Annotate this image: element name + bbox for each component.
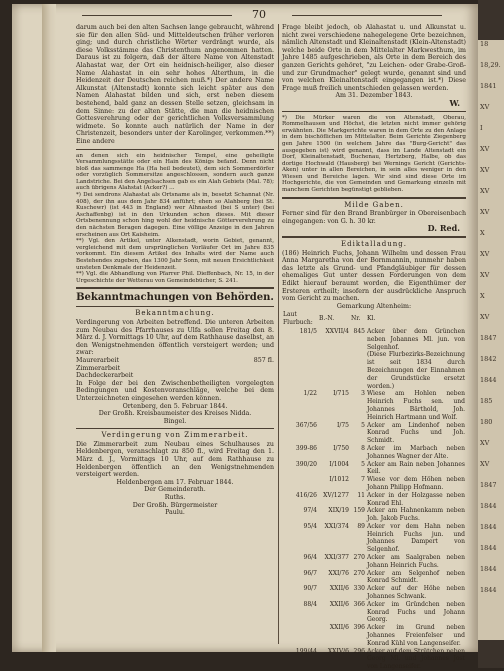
ledger-cell-a: 399-86 — [295, 444, 317, 452]
adjacent-page-fragment: 1844 — [480, 376, 497, 384]
ledger-cell-text: Wiese am Hohlen neben Heinrich Fuchs sen. und Johannes Bärthold, Joh. Heinrich Hartmann und Wolf. — [367, 390, 465, 421]
article-body-right: Frage bleibt jedoch, ob Alahastat u. und Alkunstat u. nicht zwei verschiedene nahegelegene Orte bezeichnen, nämlich Altenstadt und Kleinaltenstadt (Klein-Altenstadt) welche beide Orte in dem Mittelalter Markwesthum, im Jahre 1485 aufgeschrieben, als Orte in dem Bereich des ganzen Gerichts gehöret, "zu Leichen- oder Grabe-Groß- und zur Grundmacher" gelegt wurde, genannt sind und von welchen Kleinaltenstadt eingegangen ist.*) Diese Frage muß freilich unentschieden gelassen werden. — [282, 24, 466, 92]
ledger-cell-c: XXI/377 — [324, 554, 349, 562]
ledger-cell-text: Wiese vor dem Höhen neben Johann Philipp Hofmann. — [367, 476, 465, 491]
adjacent-page-fragment: 1844 — [480, 565, 497, 573]
adjacent-page-fragment: X — [480, 292, 485, 300]
ledger-cell-c: I/1004 — [329, 460, 349, 468]
ledger-cell-c: XXI/374 — [324, 522, 349, 530]
adjacent-page-fragment: XV — [480, 187, 490, 195]
ledger-cell-text: Acker im Gründchen neben Konrad Fuchs und Johann Georg. — [367, 600, 465, 624]
footnote-a: an denen sich ein heidnischer Tempel, eine geheiligte Versammlungsstätte oder ein Hain des Königs befand. Denn nicht bloß das sammenge Ha (Ha heil bedeutet), dem sich Sommerdörfer oder vorzüglich Sommersitze angeschlossen, sondern auch ganze Landstriche. Bei den Angelsachsen gab es ein Alah Gebiets (Mal. 78); auch übrigens Alahstat (Acker?) ... — [76, 152, 274, 192]
donations-signature: D. Red. — [427, 223, 460, 234]
donations-text: Ferner sind für den Brand Branbürger in Obereisenbach eingegangen: von G. h. 30 kr. — [282, 210, 466, 225]
ledger-cell-c: XXII/6 — [329, 600, 349, 608]
announcement-1-items — [76, 357, 274, 380]
ledger-cell-a: 96/4 — [303, 554, 317, 562]
ledger-header-2: B.-N. — [319, 315, 335, 323]
announcement-2-office-b: Der Großh. Bürgermeister — [132, 501, 218, 509]
adjacent-page-fragment: 1842 — [480, 355, 497, 363]
ledger-cell-c: XXII/6 — [329, 624, 349, 632]
adjacent-page-strip — [478, 40, 504, 640]
ledger-cell-c: XV/1277 — [323, 491, 349, 499]
ledger-cell-text: Acker auf der Höhe neben Johannes Schwank. — [367, 585, 465, 601]
ledger-cell-a: 390/20 — [295, 460, 317, 468]
right-column — [282, 24, 466, 671]
page-spine — [42, 4, 56, 652]
announcement-item — [76, 357, 274, 365]
ledger-cell-d: 7 — [361, 476, 365, 484]
donations-title: Milde Gaben. — [344, 200, 404, 209]
ledger-cell-a — [282, 476, 318, 492]
footnote-d: **) Vgl. die Abhandlung von Pfarrer Phil. Dieffenbach, Nr. 15, in der Urgeschichte der Wetterau von Gemeindebücher, S. 241. — [76, 271, 274, 284]
ledger-row — [282, 648, 466, 671]
announcement-item-label: Maurerarbeit — [76, 356, 120, 364]
announcement-1-text: Verdingerung von Arbeiten betreffend. Die unteren Arbeiten zum Neubau des Pfarrhauses zu Ulfa sollen Freitag den 8. März d. J. Vormittags 10 Uhr, auf dem Rathhause daselbst, an den Wenigstnehmenden öffentlich versteigert werden; und zwar: — [76, 318, 274, 357]
ledger-row — [282, 445, 466, 461]
ledger-cell-a: 90/7 — [303, 585, 317, 593]
article-signature: W. — [449, 97, 460, 108]
footnote-b: *) Dei sendrons Alahastat als Ortsname als in, besetzt Schannat (Nr. 408), der ihn aus dem Jahr 834 anführt; ehen so Alahberg (bei St. Kuschewr) (ist 443 in England) wer Alhnasted (bei S unter) (bei Aschaffenbg) ist in den Urkunden schon dieses. Mit dieser Ortsbenennung schon hing wohl der heidnische Götterverehrung zu den nächsten Beragen dagegen. Eine völlige Anzeige in den Jahren erscheinen aus Ort Kaisheim. — [76, 192, 274, 238]
adjacent-page-fragment: XV — [480, 103, 490, 111]
ledger-header-1: Laut Flurbuch: — [283, 311, 313, 327]
ledger-row — [282, 492, 466, 508]
adjacent-page-fragment: 1844 — [480, 502, 497, 510]
ledger-cell-text: Acker am Selgenhof neben Konrad Schmidt. — [367, 569, 465, 585]
adjacent-page-fragment: XV — [480, 460, 490, 468]
announcement-1-signatory: Bingel. — [163, 417, 187, 425]
adjacent-page-fragment: 1847 — [480, 481, 497, 489]
announcement-1-place-date: Ortenberg, den 5. Februar 1844. — [122, 402, 228, 410]
section-rule-right — [282, 197, 466, 199]
adjacent-page-fragment: 1844 — [480, 544, 497, 552]
announcements-rule — [76, 306, 274, 307]
footnote-rule-right — [282, 111, 466, 112]
announcement-2-signatory: Ruths. — [164, 494, 186, 502]
ledger-row — [282, 507, 466, 523]
newspaper-page — [12, 4, 478, 671]
ledger-cell-a — [282, 351, 318, 390]
ledger-row — [282, 523, 466, 554]
ledger-row — [282, 624, 466, 647]
adjacent-page-fragment: 180 — [480, 418, 493, 426]
ledger-cell-c: XXVII/4 — [325, 327, 349, 335]
ledger-cell-text: Acker am Lindenhof neben Konrad Fuchs und Joh. Schmidt. — [367, 421, 465, 445]
announcement-item-amount: 857 fl. — [253, 356, 274, 364]
announcement-1-text-2: In Folge der bei den Zwischenbetheiligten vorgelegten Bedingungen und Kostenvoranschläge, welche bei dem Unterzeichneten eingesehen werden können. — [76, 379, 274, 402]
ledger-header-3: Nr. — [351, 315, 361, 323]
ledger-cell-text: Acker am Hahnenkamm neben Joh. Jakob Fuchs. — [367, 507, 465, 523]
ledger-cell-c: XIX/19 — [328, 507, 349, 515]
ledger-cell-d: 5 — [361, 421, 365, 429]
edict-ledger — [282, 310, 466, 671]
adjacent-page-fragment: 1844 — [480, 523, 497, 531]
ledger-row — [282, 585, 466, 601]
article-date: Am 31. Dezember 1843. — [335, 92, 413, 100]
ledger-cell-a: 97/4 — [303, 507, 317, 515]
article-body-left: darum auch bei den alten Sachsen lange gebraucht, während sie für den allen Süd- und Mitteldeutschen früher verloren ging; und durch christliche Wörter verdrängt wurde, als diese Volksstämme das Christenthum angenommen hatten. Daraus ist zu folgern, daß der ältere Name von Altenstadt Alahastat war, der Ort ein heidnisch-heiliger, also dieser Name Alahastat in ein sehr hohes Alterthum, in die Heidenzeit der Deutschen reichen muß.*) Der andere Name Alkunstat (Altenstadt) konnte sich leicht später aus den Namen Alahastat bilden und sich, erst neben diesem bestehend, bald ganz an dessen Stelle setzen, gleichsam in dem Sinne: zu der alten Stätte, die man die heidnischen Gottesverehrung oder der gerichtlichen Volksversammlung widmete. So konnte auch natürlich der Name in der Christenzeit, besonders unter der Karolinger, verkommen.**) Eine andere — [76, 24, 274, 145]
ledger-row — [282, 554, 466, 570]
ledger-row — [282, 422, 466, 445]
ledger-cell-a: 416/26 — [295, 491, 317, 499]
ledger-cell-text: Acker in der Holzgasse neben Konrad Ehl. — [367, 491, 465, 507]
announcement-item-label: Dachdeckerarbeit — [76, 372, 134, 380]
adjacent-page-fragment: XV — [480, 250, 490, 258]
ledger-cell-text: Acker über dem Grünchen neben Johannes Ml. jun. von Selgenhof. — [367, 327, 465, 351]
ledger-cell-text: Acker vor dem Hahn neben Heinrich Fuchs jun. und Johannes Dampert von Selgenhof. — [367, 522, 465, 554]
ledger-cell-c: I/75 — [336, 421, 349, 429]
ledger-cell-c — [318, 351, 350, 390]
ledger-cell-text: Acker auf dem Strütchen neben Georg Ml. und Johannes Jost von Langenseifer. — [367, 647, 465, 671]
ledger-cell-d: 845 — [353, 327, 365, 335]
ledger-cell-c: XXI/76 — [328, 569, 349, 577]
ledger-cell-text: (Diese Flurbezirks-Bezeichnung ist seit 1834 durch Bezeichnungen der Einnahmen der Grundstücke ersetzt worden.) — [367, 351, 465, 390]
ledger-row — [282, 351, 466, 390]
page-number: 70 — [252, 8, 266, 21]
announcement-item — [76, 372, 274, 380]
ledger-row — [282, 328, 466, 351]
section-rule — [76, 287, 274, 289]
adjacent-page-fragment: XV — [480, 439, 490, 447]
ledger-row — [282, 390, 466, 421]
announcement-item-label: Zimmerarbeit — [76, 364, 121, 372]
announcement-rule — [76, 428, 274, 429]
adjacent-page-fragment: 1841 — [480, 82, 497, 90]
ledger-cell-a: 96/7 — [303, 569, 317, 577]
header-rule-right — [292, 15, 442, 16]
ledger-cell-c: I/1012 — [329, 476, 349, 484]
ledger-cell-a: 199/44 — [295, 647, 317, 655]
ledger-cell-d: 8 — [361, 444, 365, 452]
adjacent-page-fragment: XV — [480, 313, 490, 321]
adjacent-page-fragment: XV — [480, 145, 490, 153]
ledger-header-4: Kl. — [367, 315, 376, 323]
ledger-cell-d: 330 — [353, 585, 365, 593]
ledger-cell-c: XXII/6 — [329, 585, 349, 593]
ledger-cell-d: 296 — [353, 647, 365, 655]
ledger-cell-d: 270 — [353, 554, 365, 562]
announcement-2-text: Die Zimmerarbeit zum Neubau eines Schulhauses zu Heldenbergen, veranschlagt zu 850 fl., wird Freitag den 1. März d. J., Vormittags 10 Uhr, auf dem Rathhause zu Heldenbergen öffentlich an den Wenigstnehmenden versteigert werden. — [76, 440, 274, 479]
ledger-row — [282, 461, 466, 477]
footnote-rule — [76, 149, 274, 150]
announcement-2-signatory-b: Paulu. — [165, 509, 185, 517]
ledger-cell-text: Acker im Grund neben Johannes Freienfelser und Konrad Kühl von Langenseifer. — [367, 624, 465, 647]
ledger-cell-d: 366 — [353, 600, 365, 608]
edict-title: Ediktalladung. — [341, 240, 407, 249]
adjacent-page-fragment: XV — [480, 271, 490, 279]
adjacent-page-fragment: 185 — [480, 397, 493, 405]
ledger-cell-a: 181/5 — [299, 327, 317, 335]
ledger-cell-d: 3 — [361, 390, 365, 398]
announcement-1-heading: Bekanntmachung. — [135, 309, 215, 318]
announcement-1-office: Der Großh. Kreisbaumeister des Kreises Nidda. — [98, 410, 252, 418]
column-divider — [278, 24, 279, 644]
ledger-cell-a: 95/4 — [303, 522, 317, 530]
announcement-2-heading: Verdingerung von Zimmerarbeit. — [101, 431, 249, 440]
ledger-cell-d: 5 — [361, 460, 365, 468]
announcement-2-office: Der Gemeinderath. — [144, 486, 206, 494]
page-header — [72, 8, 452, 22]
left-column — [76, 24, 274, 517]
ledger-cell-text: Acker am Saalgraben neben Johann Heinrich Fuchs. — [367, 554, 465, 569]
ledger-cell-a — [282, 624, 318, 647]
adjacent-page-fragment: I — [480, 124, 483, 132]
footnote-c: **) Vgl. den Artikel, unter Alkenstadt, worin Gebiet, genannt, vergleichend mit dem ursprünglichen Vorläufer Ort im Jahre 835 vorkommt. Ein diesem Artikel des Inhalts wird der Name auch Bestehendes zugeben, das 1300 Jahr Sonn, mit neuen Ersichtlichkeit unsteten Denkmale der Heidenzeit. — [76, 238, 274, 271]
announcement-2-place-date: Heldenbergen am 17. Februar 1844. — [116, 478, 234, 486]
ledger-row — [282, 601, 466, 624]
ledger-cell-d: 89 — [357, 522, 365, 530]
announcements-title: Bekanntmachungen von Behörden. — [76, 292, 274, 304]
announcement-item — [76, 365, 274, 373]
edict-gemarkung: Gemarkung Altenheim: — [336, 302, 412, 310]
header-rule-left — [82, 15, 232, 16]
footnote-right: *) Die Mürker waren die von Altenstadt, Oberau, Rommelhausen und Höchst, die letzten nicht immer gehörig erwähnten. Die Markgerichte waren in dem Orte zu den Anlage in dem bischöflichen im Mittelalter. Beim Gerichte Ziegenberg gen Jahre 1500 (in welchem Jahre das "Burg-Gericht" das ausgegeben ist) wird genannt, dass im Lande Altenstadt ein Dorf, Kleinaltenstadt, Buchenau, Hertzberg, Halbe, ob das dortige Hochwald (Hausberg) bei Wernings Gericht (Gerichts-Aken) unter in allen Bereichen, in sein alles weniger in den Wiesen und Bereiche lagen. Wir sind sind diese Orte im Hochgerichte, die von Gemeinden und Gemarkung einzeln mit manchem Gerichten begünstigt geblieben. — [282, 114, 466, 194]
ledger-cell-c: XXIV/6 — [327, 647, 349, 655]
ledger-cell-a: 88/4 — [303, 600, 317, 608]
adjacent-page-fragment: X — [480, 229, 485, 237]
ledger-cell-a: 1/22 — [303, 390, 317, 398]
adjacent-page-fragment: 1844 — [480, 586, 497, 594]
adjacent-page-fragment: XV — [480, 208, 490, 216]
ledger-cell-d: 11 — [357, 491, 365, 499]
ledger-cell-d: 396 — [353, 624, 365, 632]
ledger-row — [282, 476, 466, 492]
ledger-cell-text: Acker im Marbach neben Johannes Wagner der Alte. — [367, 444, 465, 460]
ledger-cell-d — [350, 351, 366, 390]
ledger-cell-d: 159 — [353, 507, 365, 515]
adjacent-page-fragment: 1847 — [480, 334, 497, 342]
ledger-cell-a: 367/56 — [295, 421, 317, 429]
ledger-header-row — [282, 310, 466, 328]
ledger-cell-c: I/715 — [333, 390, 349, 398]
adjacent-page-fragment: XV — [480, 166, 490, 174]
ledger-cell-c: I/750 — [333, 444, 349, 452]
ledger-row — [282, 570, 466, 586]
section-rule-right-2 — [282, 236, 466, 238]
edict-intro: (186) Heinrich Fuchs, Johann Wilhelm und dessen Frau Anna Margaretha von der Bornmannin, nunmehr haben das letzte als Grund- und Pfandgläubiger für dessen ehemaliges Gut unter dessen Forderungen von dem Edikt hierauf beraumt worden, die Eigenthümer der Ersteren ertheilt; insofern der ausdrückliche Anspruch vom Gericht zu machen. — [282, 249, 466, 303]
ledger-cell-d: 270 — [353, 569, 365, 577]
adjacent-page-fragment: 18,29. — [480, 61, 501, 69]
adjacent-page-fragment: 18 — [480, 40, 489, 48]
ledger-cell-text: Acker am Rain neben Johannes Keil. — [367, 460, 465, 476]
